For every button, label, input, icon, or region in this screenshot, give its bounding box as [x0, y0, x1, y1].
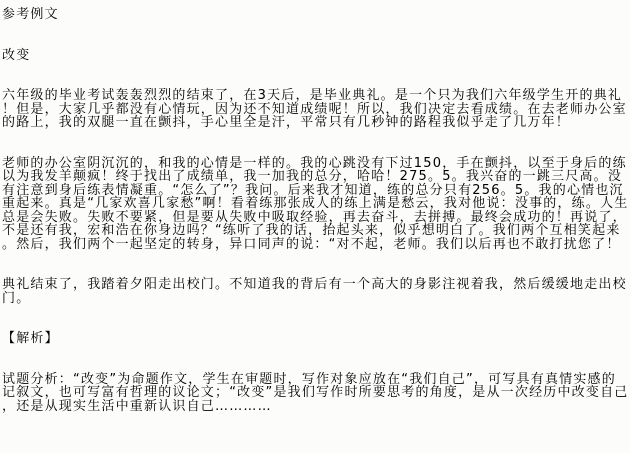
analysis-text: 试题分析：“改变”为命题作文，学生在审题时，写作对象应放在“我们自己”，可写具有真情实感的记叙文，也可写富有哲理的议论文；“改变”是我们写作时所要思考的角度，是从一次经历中改变自己，还是从现实生活中重新认识自己………… [2, 371, 629, 414]
essay-title: 改变 [2, 47, 31, 63]
essay-paragraph-3: 典礼结束了，我踏着夕阳走出校门。不知道我的背后有一个高大的身影注视着我，然后缓缓地走出校门。 [2, 277, 627, 306]
section-label: 参考例文 [2, 7, 59, 22]
essay-paragraph-1: 六年级的毕业考试轰轰烈烈的结束了，在3天后，是毕业典礼。是一个只为我们六年级学生开的典礼！但是，大家几乎都没有心情玩，因为还不知道成绩呢！所以，我们决定去看成绩。在去老师办公室的路上，我的双腿一直在颤抖，手心里全是汗，平常只有几秒钟的路程我似乎走了几万年！ [2, 88, 627, 130]
analysis-label: 【解析】 [2, 331, 59, 346]
essay-paragraph-2: 老师的办公室阴沉沉的，和我的心情是一样的。我的心跳没有下过150，手在颤抖，以至于身后的练以为我发羊颠疯！终于找出了成绩单，我一加我的总分，哈哈！275。5。我兴奋的一跳三尺高。没有注意到身后练表情凝重。“怎么了”？我问。后来我才知道，练的总分只有256。5。我的心情也沉重起来。真是“几家欢喜几家愁”啊！看着练那张成人的练上满是愁云，我对他说：没事的，练。人生总是会失败。失败不要紧，但是要从失败中吸取经验，再去奋斗，去拼搏。最终会成功的！再说了，不是还有我，宏和浩在你身边吗？“练听了我的话，抬起头来，似乎想明白了。我们两个互相笑起来。然后，我们两个一起坚定的转身，异口同声的说：“对不起，老师。我们以后再也不敢打扰您了！ [2, 155, 629, 252]
